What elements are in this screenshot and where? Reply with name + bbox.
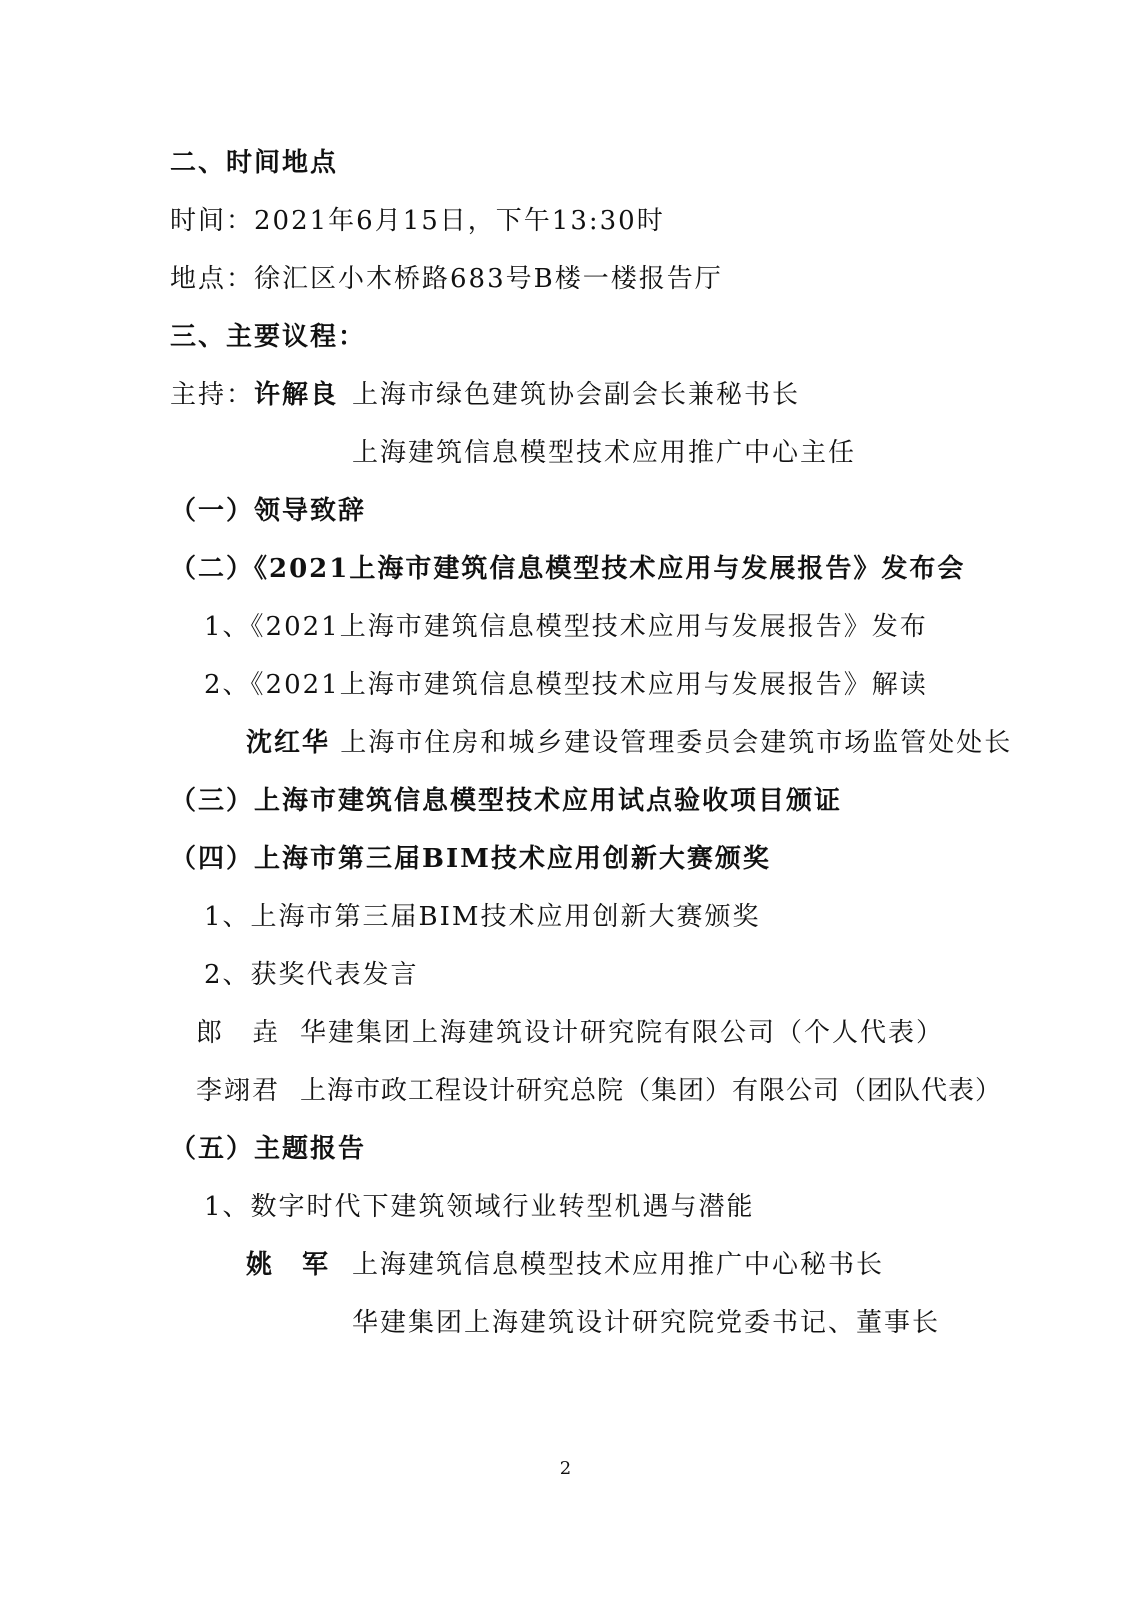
place-line: 地点：徐汇区小木桥路683号B楼一楼报告厅 bbox=[170, 264, 723, 294]
agenda-item-4-sub-2: 2、获奖代表发言 bbox=[204, 960, 419, 990]
agenda-item-2-speaker bbox=[246, 726, 1012, 760]
representative-2-name: 李翊君 bbox=[196, 1076, 281, 1106]
agenda-item-4-sub-1: 1、上海市第三届BIM技术应用创新大赛颁奖 bbox=[204, 902, 761, 932]
host-title-2: 上海建筑信息模型技术应用推广中心主任 bbox=[352, 438, 857, 468]
host-name: 许解良 bbox=[254, 380, 339, 410]
keynote-speaker-title-2: 华建集团上海建筑设计研究院党委书记、董事长 bbox=[352, 1308, 941, 1338]
keynote-speaker-name: 姚 军 bbox=[246, 1250, 331, 1280]
agenda-item-1: （一）领导致辞 bbox=[170, 496, 367, 526]
host-line bbox=[170, 378, 338, 412]
agenda-item-5: （五）主题报告 bbox=[170, 1134, 367, 1164]
host-title-1: 上海市绿色建筑协会副会长兼秘书长 bbox=[352, 380, 801, 410]
agenda-item-2-sub-1: 1、《2021上海市建筑信息模型技术应用与发展报告》发布 bbox=[204, 612, 928, 642]
agenda-item-4: （四）上海市第三届BIM技术应用创新大赛颁奖 bbox=[170, 844, 771, 874]
representative-2-title: 上海市政工程设计研究总院（集团）有限公司（团队代表） bbox=[300, 1076, 1003, 1106]
agenda-heading: 三、主要议程： bbox=[170, 322, 367, 352]
agenda-item-3: （三）上海市建筑信息模型技术应用试点验收项目颁证 bbox=[170, 786, 843, 816]
time-line: 时间：2021年6月15日，下午13:30时 bbox=[170, 206, 665, 236]
speaker-name: 沈红华 bbox=[246, 728, 331, 758]
keynote-speaker-title-1: 上海建筑信息模型技术应用推广中心秘书长 bbox=[352, 1250, 885, 1280]
representative-1-title: 华建集团上海建筑设计研究院有限公司（个人代表） bbox=[300, 1018, 945, 1048]
agenda-item-2-sub-2: 2、《2021上海市建筑信息模型技术应用与发展报告》解读 bbox=[204, 670, 928, 700]
representative-1-name: 郎 垚 bbox=[196, 1018, 281, 1048]
time-place-heading: 二、时间地点 bbox=[170, 148, 339, 178]
agenda-item-2: （二）《2021上海市建筑信息模型技术应用与发展报告》发布会 bbox=[170, 554, 966, 584]
agenda-item-5-sub-1: 1、数字时代下建筑领域行业转型机遇与潜能 bbox=[204, 1192, 755, 1222]
host-label: 主持： bbox=[170, 380, 255, 410]
page-number: 2 bbox=[559, 1458, 572, 1479]
speaker-title: 上海市住房和城乡建设管理委员会建筑市场监管处处长 bbox=[340, 728, 1013, 758]
